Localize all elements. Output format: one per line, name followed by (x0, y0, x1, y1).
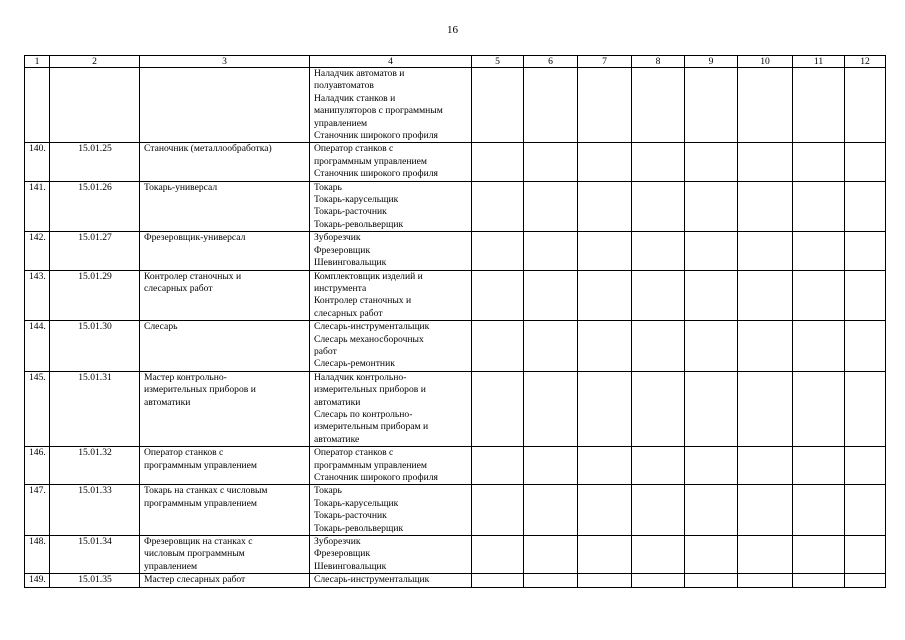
empty-cell-col-7 (578, 321, 632, 372)
empty-cell-col-9 (685, 321, 738, 372)
empty-cell-col-12 (845, 447, 886, 485)
related-profession-line: Шевинговальщик (314, 560, 387, 572)
empty-cell-col-11 (793, 371, 845, 446)
profession-name-line: управлением (144, 560, 198, 572)
related-professions-cell (310, 143, 472, 181)
empty-cell-col-11 (793, 536, 845, 574)
profession-code-cell: 15.01.33 (50, 485, 140, 536)
profession-name-cell (140, 143, 310, 181)
profession-name-cell (140, 447, 310, 485)
column-header-3: 3 (140, 56, 310, 68)
empty-cell-col-6 (524, 447, 578, 485)
empty-cell-col-9 (685, 447, 738, 485)
empty-cell-col-10 (738, 485, 793, 536)
empty-cell-col-10 (738, 143, 793, 181)
empty-cell-col-8 (632, 447, 685, 485)
related-profession-line: манипуляторов с программным (314, 105, 443, 117)
table-row (25, 321, 886, 372)
profession-code-cell (50, 68, 140, 143)
profession-name-cell (140, 536, 310, 574)
related-professions-cell (310, 270, 472, 321)
row-number-cell: 144. (25, 321, 50, 372)
related-profession-line: Наладчик станков и (314, 92, 396, 104)
empty-cell-col-12 (845, 68, 886, 143)
related-profession-line: Токарь-расточник (314, 206, 387, 218)
profession-name-line: Токарь-универсал (144, 181, 218, 193)
related-profession-line: Токарь-карусельщик (314, 497, 399, 509)
related-profession-line: полуавтоматов (314, 80, 374, 92)
related-profession-line: Фрезеровщик (314, 548, 371, 560)
profession-name-line: Контролер станочных и (144, 270, 242, 282)
empty-cell-col-8 (632, 232, 685, 270)
column-header-9: 9 (685, 56, 738, 68)
empty-cell-col-8 (632, 574, 685, 587)
empty-cell-col-6 (524, 371, 578, 446)
related-profession-line: Станочник широкого профиля (314, 472, 438, 483)
empty-cell-col-12 (845, 143, 886, 181)
empty-cell-col-7 (578, 485, 632, 536)
related-profession-line: Токарь-карусельщик (314, 194, 399, 206)
empty-cell-col-9 (685, 536, 738, 574)
profession-code-cell: 15.01.31 (50, 371, 140, 446)
row-number-cell: 141. (25, 181, 50, 232)
related-profession-line: измерительным приборам и (314, 421, 429, 433)
profession-code-cell: 15.01.35 (50, 574, 140, 587)
table-row (25, 232, 886, 270)
related-professions-cell (310, 371, 472, 446)
empty-cell-col-10 (738, 574, 793, 587)
profession-name-line: слесарных работ (144, 282, 213, 294)
profession-name-line: Оператор станков с (144, 447, 224, 459)
empty-cell-col-11 (793, 68, 845, 143)
empty-cell-col-9 (685, 232, 738, 270)
empty-cell-col-8 (632, 143, 685, 181)
profession-code-cell: 15.01.27 (50, 232, 140, 270)
related-profession-line: Слесарь-инструментальщик (314, 574, 430, 586)
empty-cell-col-9 (685, 371, 738, 446)
empty-cell-col-10 (738, 321, 793, 372)
table-row (25, 485, 886, 536)
empty-cell-col-6 (524, 536, 578, 574)
empty-cell-col-12 (845, 232, 886, 270)
related-professions-cell (310, 536, 472, 574)
related-profession-line: Токарь-револьверщик (314, 218, 404, 230)
empty-cell-col-11 (793, 270, 845, 321)
related-profession-line: Наладчик автоматов и (314, 68, 405, 79)
row-number-cell: 147. (25, 485, 50, 536)
related-profession-line: Слесарь-инструментальщик (314, 321, 430, 333)
column-header-7: 7 (578, 56, 632, 68)
column-header-11: 11 (793, 56, 845, 68)
table-row (25, 143, 886, 181)
empty-cell-col-5 (472, 68, 524, 143)
related-professions-cell (310, 574, 472, 587)
related-profession-line: автоматики (314, 396, 361, 408)
empty-cell-col-6 (524, 321, 578, 372)
related-profession-line: Зуборезчик (314, 232, 361, 244)
empty-cell-col-12 (845, 181, 886, 232)
empty-cell-col-11 (793, 181, 845, 232)
row-number-cell: 140. (25, 143, 50, 181)
related-profession-line: программным управлением (314, 155, 427, 167)
profession-name-line: Слесарь (144, 321, 178, 333)
empty-cell-col-5 (472, 371, 524, 446)
related-profession-line: управлением (314, 117, 368, 129)
empty-cell-col-7 (578, 232, 632, 270)
empty-cell-col-11 (793, 232, 845, 270)
profession-code-cell: 15.01.29 (50, 270, 140, 321)
row-number-cell (25, 68, 50, 143)
empty-cell-col-7 (578, 536, 632, 574)
table-row (25, 270, 886, 321)
related-profession-line: программным управлением (314, 459, 427, 471)
empty-cell-col-11 (793, 143, 845, 181)
related-profession-line: работ (314, 345, 337, 357)
empty-cell-col-9 (685, 270, 738, 321)
empty-cell-col-11 (793, 485, 845, 536)
empty-cell-col-10 (738, 371, 793, 446)
profession-name-line: программным управлением (144, 497, 257, 509)
empty-cell-col-5 (472, 536, 524, 574)
related-profession-line: измерительных приборов и (314, 384, 426, 396)
empty-cell-col-11 (793, 574, 845, 587)
empty-cell-col-7 (578, 447, 632, 485)
empty-cell-col-5 (472, 143, 524, 181)
empty-cell-col-5 (472, 574, 524, 587)
related-profession-line: Станочник широкого профиля (314, 168, 438, 180)
empty-cell-col-8 (632, 536, 685, 574)
profession-name-cell (140, 270, 310, 321)
row-number-cell: 142. (25, 232, 50, 270)
profession-name-line: Фрезеровщик-универсал (144, 232, 246, 244)
row-number-cell: 146. (25, 447, 50, 485)
empty-cell-col-10 (738, 447, 793, 485)
empty-cell-col-11 (793, 321, 845, 372)
empty-cell-col-12 (845, 536, 886, 574)
profession-name-cell (140, 232, 310, 270)
empty-cell-col-11 (793, 447, 845, 485)
empty-cell-col-6 (524, 181, 578, 232)
profession-name-line: Мастер контрольно- (144, 371, 227, 383)
profession-name-line: Токарь на станках с числовым (144, 485, 268, 497)
column-header-6: 6 (524, 56, 578, 68)
profession-name-cell (140, 574, 310, 587)
related-professions-cell (310, 321, 472, 372)
table-row (25, 447, 886, 485)
empty-cell-col-12 (845, 270, 886, 321)
related-profession-line: Токарь-расточник (314, 510, 387, 522)
profession-code-cell: 15.01.25 (50, 143, 140, 181)
profession-name-cell (140, 485, 310, 536)
empty-cell-col-7 (578, 574, 632, 587)
empty-cell-col-6 (524, 485, 578, 536)
empty-cell-col-8 (632, 485, 685, 536)
related-professions-cell (310, 181, 472, 232)
profession-code-cell: 15.01.34 (50, 536, 140, 574)
table-row (25, 68, 886, 143)
profession-code-cell: 15.01.30 (50, 321, 140, 372)
empty-cell-col-6 (524, 232, 578, 270)
profession-code-cell: 15.01.26 (50, 181, 140, 232)
header-row (25, 56, 886, 68)
column-header-10: 10 (738, 56, 793, 68)
profession-name-cell (140, 371, 310, 446)
empty-cell-col-6 (524, 270, 578, 321)
empty-cell-col-10 (738, 181, 793, 232)
empty-cell-col-9 (685, 143, 738, 181)
empty-cell-col-9 (685, 574, 738, 587)
empty-cell-col-8 (632, 68, 685, 143)
related-profession-line: Оператор станков с (314, 447, 394, 459)
related-profession-line: Контролер станочных и (314, 295, 412, 307)
related-profession-line: Токарь (314, 485, 342, 497)
empty-cell-col-6 (524, 68, 578, 143)
empty-cell-col-7 (578, 371, 632, 446)
profession-name-line: автоматики (144, 396, 191, 408)
related-profession-line: Слесарь-ремонтник (314, 358, 395, 370)
empty-cell-col-9 (685, 68, 738, 143)
table-row (25, 181, 886, 232)
empty-cell-col-8 (632, 371, 685, 446)
profession-code-cell: 15.01.32 (50, 447, 140, 485)
row-number-cell: 149. (25, 574, 50, 587)
empty-cell-col-12 (845, 321, 886, 372)
related-profession-line: слесарных работ (314, 307, 383, 319)
row-number-cell: 148. (25, 536, 50, 574)
related-profession-line: Наладчик контрольно- (314, 371, 407, 383)
profession-name-line: Станочник (металлообработка) (144, 143, 272, 155)
empty-cell-col-8 (632, 270, 685, 321)
empty-cell-col-5 (472, 270, 524, 321)
related-profession-line: Слесарь по контрольно- (314, 408, 413, 420)
empty-cell-col-9 (685, 485, 738, 536)
profession-name-line: измерительных приборов и (144, 384, 256, 396)
table-body (25, 68, 886, 588)
empty-cell-col-8 (632, 321, 685, 372)
related-profession-line: Комплектовщик изделий и (314, 270, 423, 282)
empty-cell-col-5 (472, 485, 524, 536)
row-number-cell: 143. (25, 270, 50, 321)
empty-cell-col-7 (578, 143, 632, 181)
empty-cell-col-6 (524, 574, 578, 587)
empty-cell-col-10 (738, 536, 793, 574)
empty-cell-col-12 (845, 574, 886, 587)
column-header-4: 4 (310, 56, 472, 68)
related-profession-line: Токарь (314, 181, 342, 193)
column-header-5: 5 (472, 56, 524, 68)
professions-table (24, 55, 886, 588)
page-number: 16 (447, 24, 458, 36)
empty-cell-col-10 (738, 270, 793, 321)
related-profession-line: Оператор станков с (314, 143, 394, 155)
related-profession-line: Станочник широкого профиля (314, 130, 438, 142)
table-row (25, 574, 886, 587)
profession-name-line: числовым программным (144, 548, 245, 560)
empty-cell-col-9 (685, 181, 738, 232)
empty-cell-col-6 (524, 143, 578, 181)
profession-name-cell (140, 321, 310, 372)
empty-cell-col-7 (578, 181, 632, 232)
profession-name-cell (140, 181, 310, 232)
related-profession-line: Токарь-револьверщик (314, 522, 404, 534)
empty-cell-col-5 (472, 321, 524, 372)
column-header-1: 1 (25, 56, 50, 68)
empty-cell-col-12 (845, 485, 886, 536)
profession-name-line: программным управлением (144, 459, 257, 471)
related-profession-line: Зуборезчик (314, 536, 361, 548)
empty-cell-col-10 (738, 68, 793, 143)
related-profession-line: Фрезеровщик (314, 244, 371, 256)
empty-cell-col-10 (738, 232, 793, 270)
column-header-2: 2 (50, 56, 140, 68)
column-header-12: 12 (845, 56, 886, 68)
profession-name-line: Фрезеровщик на станках с (144, 536, 253, 548)
empty-cell-col-5 (472, 181, 524, 232)
profession-name-line: Мастер слесарных работ (144, 574, 246, 586)
table-row (25, 536, 886, 574)
profession-name-cell (140, 68, 310, 143)
row-number-cell: 145. (25, 371, 50, 446)
related-profession-line: инструмента (314, 282, 367, 294)
related-profession-line: автоматике (314, 433, 360, 445)
table-row (25, 371, 886, 446)
related-professions-cell (310, 485, 472, 536)
related-professions-cell (310, 447, 472, 485)
empty-cell-col-12 (845, 371, 886, 446)
related-professions-cell (310, 232, 472, 270)
related-profession-line: Шевинговальщик (314, 257, 387, 269)
empty-cell-col-5 (472, 232, 524, 270)
column-header-8: 8 (632, 56, 685, 68)
related-profession-line: Слесарь механосборочных (314, 333, 424, 345)
empty-cell-col-7 (578, 68, 632, 143)
empty-cell-col-8 (632, 181, 685, 232)
empty-cell-col-5 (472, 447, 524, 485)
empty-cell-col-7 (578, 270, 632, 321)
related-professions-cell (310, 68, 472, 143)
